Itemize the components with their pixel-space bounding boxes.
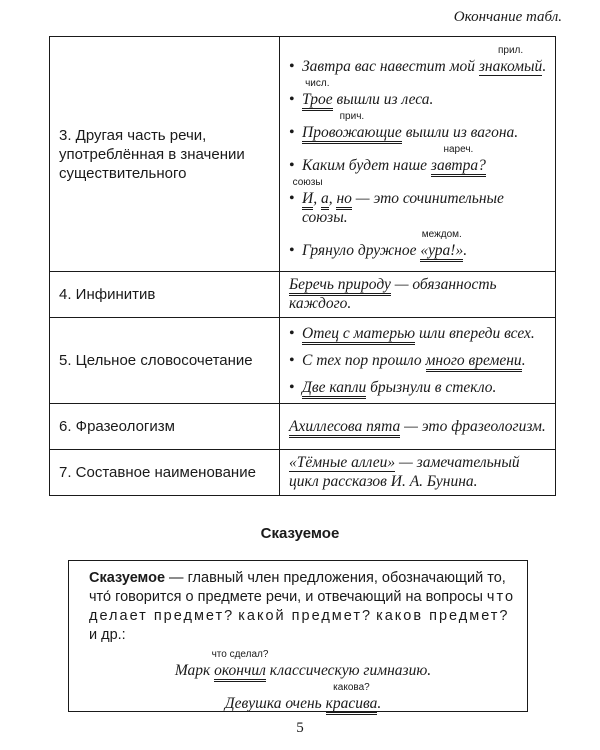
underlined-word: Две капли <box>302 379 366 399</box>
example-item: • Завтра вас навестит мой прил. знакомый. <box>289 57 547 76</box>
annotation-label: нареч. <box>443 144 474 155</box>
example-item: • Каким будет наше нареч. завтра? <box>289 156 547 175</box>
row-label: 3. Другая часть речи, употреблённая в значении существительного <box>50 37 280 272</box>
row-examples <box>280 272 556 318</box>
table-row <box>50 318 556 404</box>
underlined-word: Трое <box>302 91 333 111</box>
definition-box <box>68 560 528 712</box>
example-item: • С тех пор прошло много времени. <box>289 351 547 370</box>
underlined-word: а <box>321 190 329 210</box>
row-label: 4. Инфинитив <box>50 272 280 318</box>
example-item: • союзы И, а, но — это сочинительные союзы. <box>289 189 547 227</box>
underlined-word: завтра? <box>431 157 486 177</box>
example-item: • Отец с матерью шли впереди всех. <box>289 324 547 343</box>
example-item: Беречь природу — обязанность каждого. <box>289 276 497 312</box>
table-row <box>50 272 556 318</box>
row-examples <box>280 404 556 450</box>
annotation-label: какова? <box>333 682 370 693</box>
underlined-word: красива <box>326 695 378 715</box>
page-number: 5 <box>296 720 304 736</box>
underlined-word: Отец с матерью <box>302 325 415 345</box>
example-item: • Две капли брызнули в стекло. <box>289 378 547 397</box>
table-row <box>50 450 556 496</box>
row-label: 6. Фразеологизм <box>50 404 280 450</box>
annotation-label: • числ. <box>305 78 330 89</box>
example-item: Ахиллесова пята — это фразеологизм. <box>289 417 547 436</box>
underlined-word: много времени <box>426 352 522 372</box>
underlined-word: Провожающие <box>302 124 402 144</box>
row-examples <box>280 450 556 496</box>
underlined-word: знакомый <box>478 58 543 75</box>
examples-table <box>49 36 556 496</box>
underlined-word: «Тёмные аллеи» <box>289 454 396 471</box>
example-item: «Тёмные аллеи» — замечательный цикл рассказов И. А. Бунина. <box>289 454 520 490</box>
example-item: • числ. Трое вышли из леса. <box>289 90 547 109</box>
underlined-word: И <box>302 190 313 210</box>
section-title: Сказуемое <box>260 525 340 542</box>
definition-text: Сказуемое — главный член предложения, обозначающий то, что́ говорится о предмете речи, и отвечающий на вопросы что делает предмет? какой предмет? каков предмет? и др.: <box>89 570 516 643</box>
example-item: • Грянуло дружное междом. «ура!». <box>289 241 547 260</box>
annotation-label: • союзы <box>292 177 323 188</box>
table-row <box>50 37 556 272</box>
underlined-word: но <box>336 190 351 210</box>
row-examples <box>280 37 556 272</box>
row-label: 5. Цельное словосочетание <box>50 318 280 404</box>
underlined-word: Беречь природу <box>289 276 391 296</box>
example-item: • прич. Провожающие вышли из вагона. <box>289 123 547 142</box>
annotation-label: что сделал? <box>211 649 269 660</box>
row-label: 7. Составное наименование <box>50 450 280 496</box>
definition-term: Сказуемое <box>89 570 166 586</box>
underlined-word: Ахиллесова пята <box>289 418 400 438</box>
annotation-label: • прич. <box>339 111 365 122</box>
underlined-word: окончил <box>214 662 266 682</box>
table-caption: Окончание табл. <box>453 9 562 25</box>
definition-example: Марк что сделал? окончил классическую гимназию. <box>89 661 517 680</box>
annotation-label: междом. <box>421 229 462 240</box>
row-examples <box>280 318 556 404</box>
underlined-word: «ура!» <box>420 242 463 262</box>
annotation-label: прил. <box>497 45 524 56</box>
table-row <box>50 404 556 450</box>
definition-example: Девушка очень какова? красива. <box>89 694 517 713</box>
